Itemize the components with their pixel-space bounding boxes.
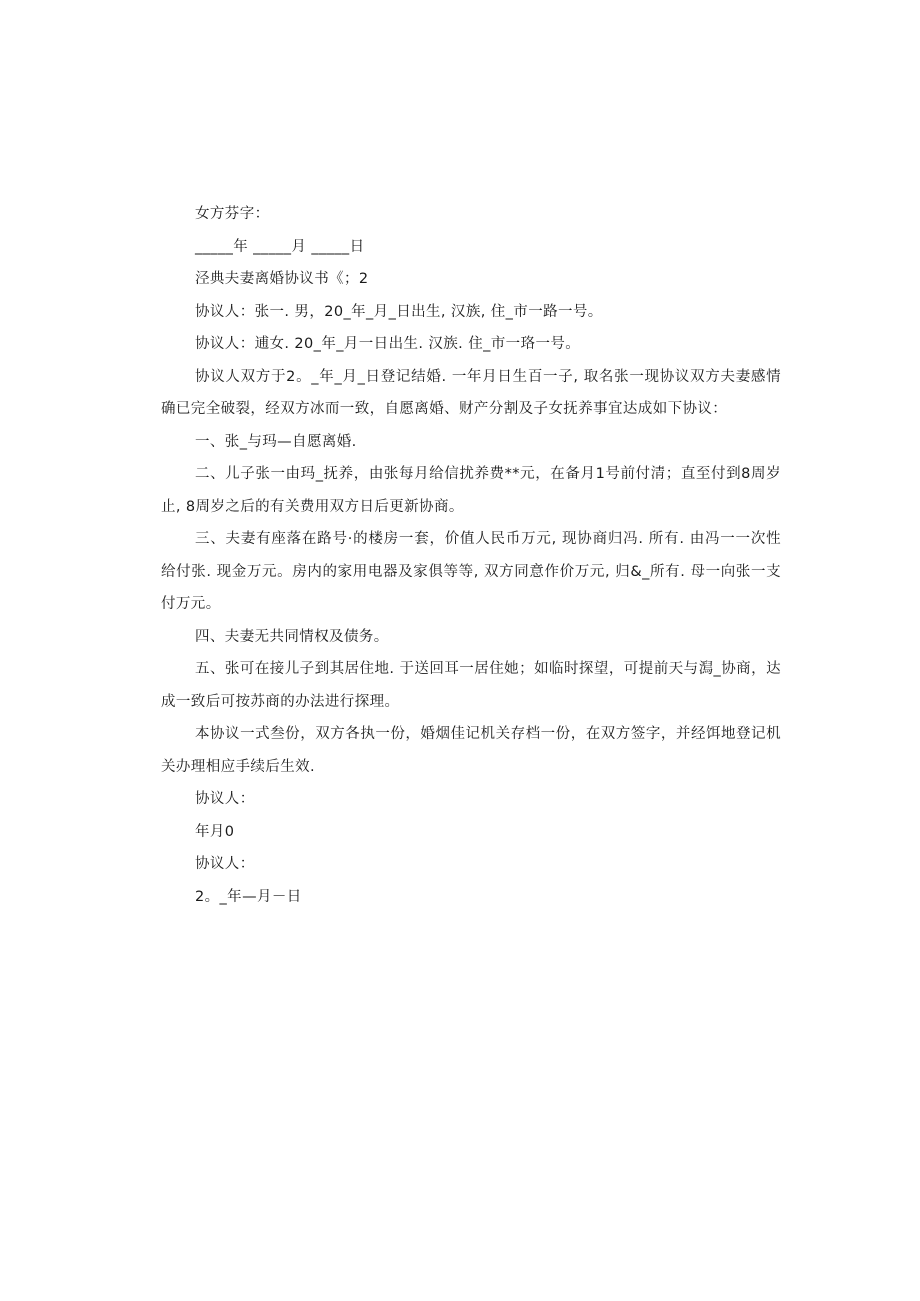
closing-paragraph: 本协议一式叁份，双方各执一份，婚烟佳记机关存档一份，在双方签字，并经饵地登记机关办理相应手续后生效. xyxy=(161,726,781,775)
clause-4: 四、夫妻无共同情权及债务。 xyxy=(195,628,389,645)
signature-label-2: 协议人： xyxy=(195,856,255,872)
clause-2: 二、儿子张一由玛_抚养，由张每月给信扰养费**元，在备月1号前付清；直至付到8周岁止, 8周岁之后的有关费用双方日后更新协商。 xyxy=(161,466,781,515)
party-two-info: 协议人：逋女. 20_年_月一日出生. 汉族. 住_市一珞一号。 xyxy=(195,336,581,352)
party-one-info: 协议人：张一. 男，20_年_月_日出生, 汉族, 住_市一路一号。 xyxy=(195,303,603,320)
intro-paragraph: 协议人双方于2。_年_月_日登记结婚. 一年月日生百一子, 取名张一现协议双方夫妻感情确已完全破裂，经双方冰而一致，自愿离婚、财产分割及子女抚养事宜达成如下协议： xyxy=(161,368,781,417)
signature-date-2: 2。_年—月－日 xyxy=(195,888,302,905)
date-blank-line: _____年 _____月 _____日 xyxy=(195,238,365,255)
signature-label-1: 协议人： xyxy=(195,791,255,807)
document-body xyxy=(161,198,781,913)
clause-1: 一、张_与玛—自愿离婚. xyxy=(195,433,357,450)
signature-date-1: 年月0 xyxy=(195,823,235,840)
document-title: 泾典夫妻离婚协议书《；2 xyxy=(195,271,369,287)
female-signature-line: 女方芬字： xyxy=(195,206,270,222)
clause-5: 五、张可在接儿子到其居住地. 于送回耳一居住她；如临时探望，可提前天与澙_协商，达成一致后可按苏商的办法进行探理。 xyxy=(161,661,781,710)
clause-3: 三、夫妻有座落在路号·的楼房一套，价值人民币万元, 现协商归冯. 所有. 由冯一一次性给付张. 现金万元。房内的家用电器及家俱等等, 双方同意作价万元, 归&_所有. 母一向张一支付万元。 xyxy=(161,531,781,612)
